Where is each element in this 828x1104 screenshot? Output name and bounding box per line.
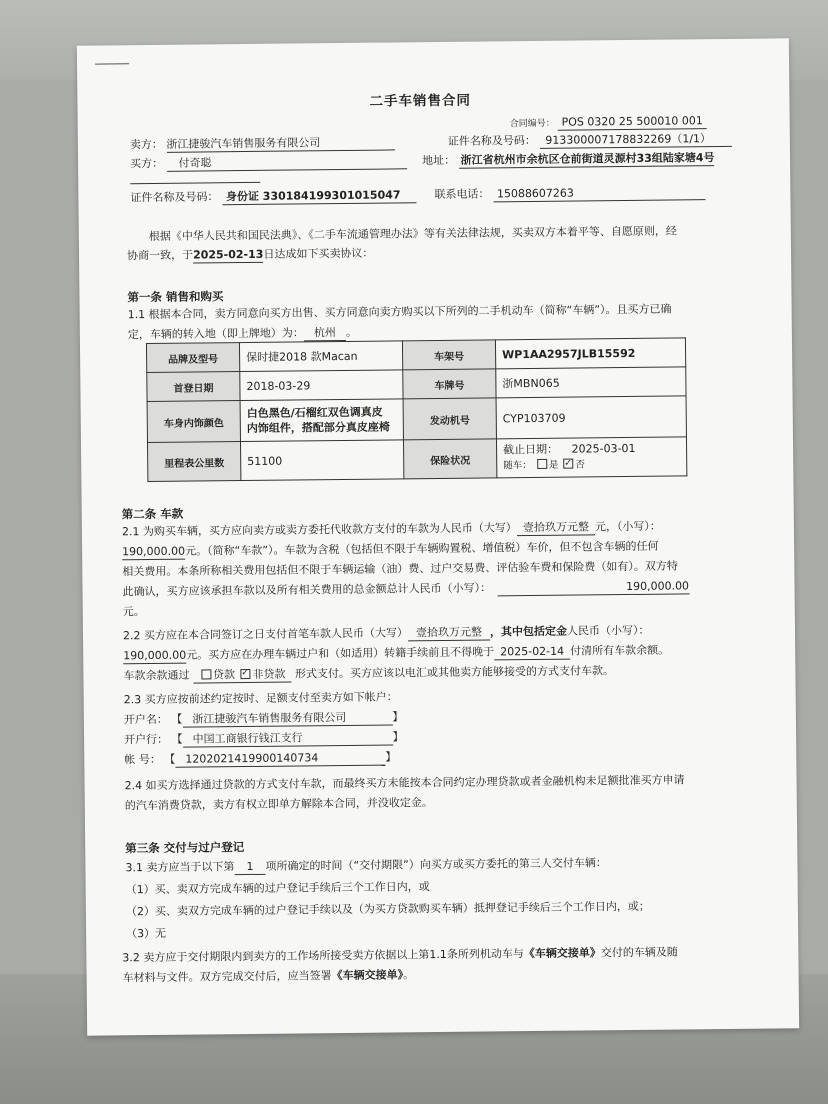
art3-2-text-c: 车材料与文件。双方完成交付后，应当签署: [122, 969, 332, 985]
insurance-date: 2025-03-01: [571, 441, 636, 456]
buyer-row: [130, 154, 407, 172]
handover-doc-2: 《车辆交接单》: [331, 968, 404, 983]
art2-1-text-e: 此确认，买方应该承担车款以及所有相关费用的总金额总计人民币（小写）：: [122, 581, 492, 599]
buyer-name: 付奇聪: [167, 154, 407, 172]
reg-value: 2018-03-29: [240, 370, 403, 401]
color-line-1: 白色黑色/石榴红双色调真皮: [246, 405, 383, 420]
buyer-cert-label: 证件名称及号码：: [130, 190, 219, 205]
insurance-date-label: 截止日期：: [503, 442, 559, 457]
delivery-option-3: （3）无: [126, 926, 167, 941]
transfer-end: 。: [345, 325, 357, 339]
color-label: 车身内饰颜色: [147, 401, 240, 443]
article-2-2-line-3: [123, 664, 614, 684]
table-row: [147, 437, 686, 482]
address-continuation-line: [130, 182, 260, 184]
engine-label: 发动机号: [403, 398, 496, 440]
insurance-label: 保险状况: [403, 439, 496, 479]
first-payment-number: 190,000.00: [123, 648, 187, 663]
price-capital: 壹拾玖万元整: [517, 520, 595, 536]
mileage-label: 里程表公里数: [147, 442, 240, 482]
contract-no-row: [510, 114, 707, 131]
article-2-1-line-3: 相关费用。本条所称相关费用包括但不限于车辆运输（油）费、过户交易费、评估验车费和保险费（如有）。双方特: [122, 559, 678, 579]
bracket-left: 【: [164, 752, 176, 766]
follow-row: [503, 456, 680, 474]
art3-2-text-b: 交付的车辆及随: [600, 945, 678, 960]
transfer-label: 定，车辆的转入地（即上牌地）为：: [127, 326, 304, 342]
account-bank-row: [124, 730, 404, 748]
contract-title: 二手车销售合同: [369, 92, 472, 110]
article-2-2-line-2: [123, 644, 669, 665]
bracket-left: 【: [171, 732, 183, 746]
contract-no: POS 0320 25 500010 001: [557, 114, 706, 131]
art2-2-text-d: 元。买方应在办理车辆过户和（如适用）转籍手续前且不得晚于: [186, 645, 495, 662]
art2-1-text-c: 元。（简称“车款”）。车款为含税（包括但不限于车辆购置税、增值税）车价，但不包含车辆的任何: [185, 539, 659, 558]
article-2-1-line-5: 元。: [122, 605, 145, 619]
article-1-title: 第一条 销售和购买: [127, 289, 224, 305]
buyer-address: 浙江省杭州市余杭区仓前街道灵源村33组陆家塘4号: [458, 151, 714, 169]
bracket-right: 】: [385, 750, 397, 764]
article-2-1-line-1: [122, 520, 661, 541]
article-3-title: 第三条 交付与过户登记: [125, 840, 245, 856]
article-2-2-line-1: [123, 624, 650, 645]
first-payment-capital: 壹拾玖万元整: [408, 625, 490, 641]
delivery-option-no: 1: [234, 860, 265, 875]
bracket-right: 】: [392, 730, 404, 744]
buyer-cert: 身份证 330184199301015047: [222, 188, 416, 205]
intro-line-1: 根据《中华人民共和国民法典》、《二手车流通管理办法》等有关法律法规，买卖双方本着平等、自愿原则，经: [148, 224, 677, 244]
buyer-label: 买方：: [130, 156, 164, 171]
phone-label: 联系电话：: [434, 187, 490, 202]
art2-2-text-g: 形式支付。买方应该以电汇或其他卖方能够接受的方式支付车款。: [294, 664, 614, 681]
article-2-title: 第二条 车款: [121, 506, 184, 522]
account-no-label: 帐 号：: [124, 752, 161, 767]
non-loan-checkbox[interactable]: [240, 669, 250, 679]
account-no: 1202021419900140734: [175, 751, 385, 768]
loan-label: 贷款: [212, 668, 235, 682]
article-3-1-line: [125, 856, 607, 876]
color-value: [240, 399, 403, 442]
contract-no-label: 合同编号：: [509, 118, 555, 130]
intro-text-b: 日达成如下买卖协议：: [263, 246, 374, 261]
payment-method: [193, 668, 292, 684]
intro-date: 2025-02-13: [192, 247, 264, 262]
brand-value: 保时捷2018 款Macan: [239, 341, 402, 372]
loan-checkbox[interactable]: [201, 669, 211, 679]
account-no-row: [124, 750, 396, 768]
seller-label: 卖方：: [129, 137, 163, 152]
payment-deadline: 2025-02-14: [494, 645, 570, 661]
vehicle-spec-table: [146, 337, 687, 482]
delivery-option-2: （2）买、卖双方完成车辆的过户登记手续以及（为买方贷款购买车辆）抵押登记手续后三个工作日内，或；: [125, 899, 650, 919]
article-1-1-line-1: 1.1 根据本合同，卖方同意向买方出售、买方同意向卖方购买以下所列的二手机动车（简称“车辆”）。且买方已确: [127, 302, 672, 322]
color-line-2: 内饰组件，搭配部分真皮座椅: [246, 420, 390, 435]
price-number: 190,000.00: [122, 544, 186, 559]
art2-2-text-f: 车款余款通过: [123, 668, 190, 683]
table-row: [147, 396, 686, 443]
seller-cert-row: [448, 132, 732, 150]
insurance-date-row: [503, 440, 680, 458]
buyer-cert-row: [130, 188, 416, 206]
transfer-city: 杭州: [304, 326, 346, 341]
account-bank-label: 开户行：: [124, 732, 169, 747]
seller-row: [130, 135, 395, 153]
reg-label: 首登日期: [147, 372, 240, 402]
article-3-2-line-2: [123, 968, 415, 985]
insurance-value: [496, 437, 686, 478]
follow-label: 随车：: [503, 460, 532, 472]
art3-1-text-b: 项所确定的时间（“交付期限”）向买方或买方委托的第三人交付车辆：: [265, 856, 607, 873]
account-bank: 中国工商银行钱江支行: [183, 730, 393, 747]
plate-label: 车牌号: [403, 369, 496, 399]
art3-1-text-a: 3.1 卖方应当于以下第: [125, 860, 235, 875]
buyer-phone: 15088607263: [493, 185, 705, 202]
handover-doc: 《车辆交接单》: [523, 946, 601, 961]
delivery-option-1: （1）买、卖双方完成车辆的过户登记手续后三个工作日内，或: [125, 880, 430, 897]
art2-1-text-b: 元，（小写）：: [594, 519, 661, 534]
article-2-1-line-2: [122, 540, 659, 561]
intro-line-2: [127, 247, 374, 265]
art2-2-text-e: 付清所有车款余额。: [570, 643, 670, 658]
follow-yes-checkbox[interactable]: [537, 459, 547, 469]
engine-value: CYP103709: [496, 396, 686, 439]
bracket-left: 【: [171, 712, 183, 726]
article-2-4-line-1: 2.4 如买方选择通过贷款的方式支付车款，而最终买方未能按本合同约定办理贷款或者金融机构未足额批准买方申请: [124, 773, 685, 793]
article-2-3: 2.3 买方应按前述约定按时、足额支付至卖方如下帐户：: [123, 690, 398, 707]
article-3-2-line-1: [122, 946, 678, 966]
vin-value: WP1AA2957JLB15592: [495, 338, 685, 369]
cert-label: 证件名称及号码：: [447, 133, 536, 148]
plate-value: 浙MBN065: [496, 367, 686, 398]
address-label: 地址：: [421, 153, 456, 168]
total-amount: 190,000.00: [497, 579, 689, 596]
brand-label: 品牌及型号: [146, 343, 239, 373]
account-name-row: [124, 710, 404, 728]
seller-cert: 913300007178832269（1/1）: [539, 132, 731, 149]
pen-mark: [95, 63, 129, 64]
art2-2-text-a: 2.2 买方应在本合同签订之日支付首笔车款人民币（大写）: [122, 626, 409, 643]
art2-2-deposit: ，其中包括定金: [489, 624, 568, 639]
follow-no-checkbox[interactable]: [563, 459, 573, 469]
non-loan-label: 非贷款: [252, 667, 286, 681]
seller-name: 浙江捷骏汽车销售服务有限公司: [166, 135, 394, 152]
follow-no-label: 否: [575, 459, 585, 471]
art2-1-text-a: 2.1 为购买车辆，买方应向卖方或卖方委托代收款方支付的车款为人民币（大写）: [121, 521, 517, 539]
mileage-value: 51100: [240, 440, 403, 481]
account-name: 浙江捷骏汽车销售服务有限公司: [182, 710, 392, 727]
art3-2-text-e: 。: [403, 968, 415, 982]
bracket-right: 】: [392, 710, 404, 724]
follow-yes-label: 是: [548, 459, 559, 471]
intro-text-a: 协商一致，于: [126, 248, 194, 263]
article-2-4-line-2: 的汽车消费贷款，卖方有权立即单方解除本合同，并没收定金。: [124, 796, 433, 813]
vin-label: 车架号: [402, 340, 495, 370]
account-name-label: 开户名：: [123, 712, 168, 727]
art3-2-text-a: 3.2 卖方应于交付期限内到卖方的工作场所接受卖方依据以上第1.1条所列机动车与: [122, 947, 524, 965]
buyer-address-row: [422, 151, 715, 169]
art2-2-text-c: 人民币（小写）：: [566, 623, 650, 638]
contract-page: [77, 38, 799, 1035]
article-2-1-line-4: [122, 579, 689, 600]
buyer-phone-row: [434, 185, 705, 203]
